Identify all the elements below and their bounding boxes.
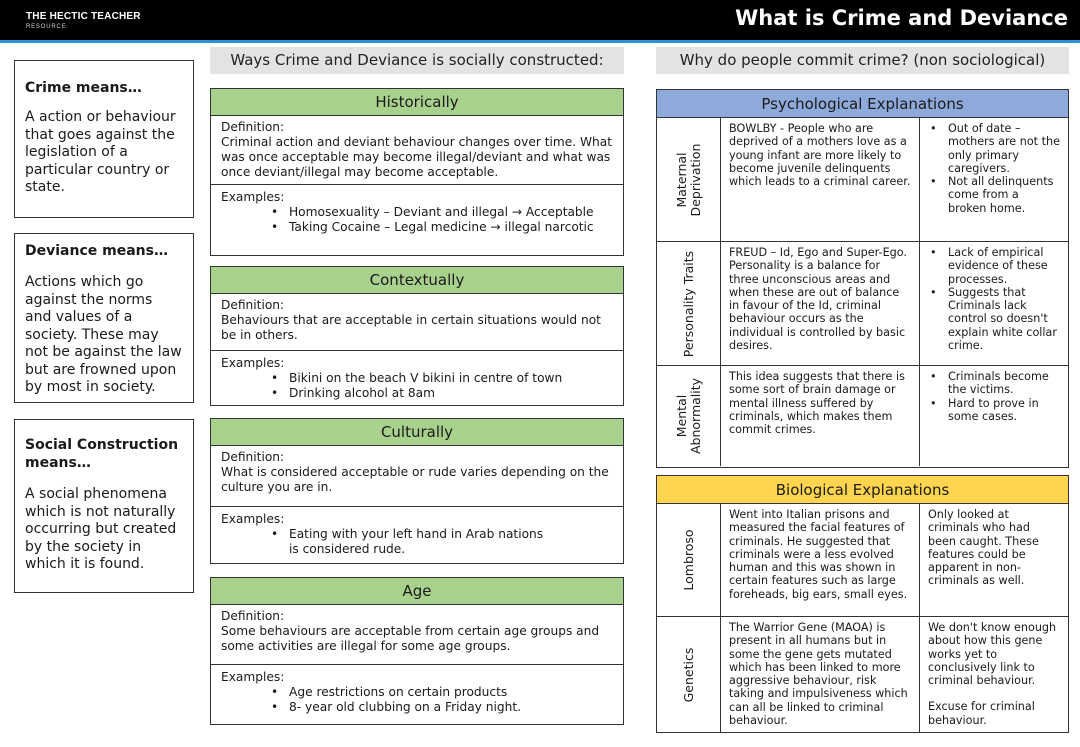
definition-label: Definition:	[221, 298, 285, 312]
page-title: What is Crime and Deviance	[735, 6, 1068, 30]
examples-label: Examples:	[221, 512, 285, 526]
biological-explanations-table	[656, 475, 1069, 733]
examples-label: Examples:	[221, 670, 285, 684]
evaluation-point: • Suggests that Criminals lack control so doesn't explain white collar crime.	[928, 286, 1060, 352]
row-label: Lombroso	[680, 529, 696, 591]
header-accent-line	[0, 40, 1080, 43]
evaluation-point: • Lack of empirical evidence of these processes.	[928, 246, 1060, 286]
section-title: Contextually	[211, 267, 623, 294]
social-construction-definition-box	[14, 419, 194, 593]
table-row	[657, 242, 1068, 366]
psychological-explanations-table	[656, 89, 1069, 468]
deviance-definition-box	[14, 233, 194, 403]
section-definition	[211, 116, 623, 185]
table-row	[657, 504, 1068, 617]
deviance-definition-title: Deviance means…	[25, 243, 168, 259]
definition-text: Some behaviours are acceptable from certain age groups and some activities are illegal for some age groups.	[221, 624, 600, 653]
section-culturally	[210, 418, 624, 564]
constructed-column-heading: Ways Crime and Deviance is socially constructed:	[210, 47, 624, 74]
why-column-heading: Why do people commit crime? (non sociological)	[656, 47, 1069, 74]
evaluation-point: We don't know enough about how this gene works yet to conclusively link to criminal behaviour.	[928, 621, 1057, 688]
table-row	[657, 366, 1068, 466]
example-item: • Homosexuality – Deviant and illegal → Acceptable	[271, 205, 613, 220]
evaluation-cell	[920, 366, 1068, 466]
section-historically	[210, 88, 624, 256]
definition-label: Definition:	[221, 120, 285, 134]
brand-subtitle: RESOURCE	[26, 24, 67, 30]
row-label-cell	[657, 366, 721, 466]
table-row	[657, 617, 1068, 732]
evaluation-cell	[920, 504, 1068, 616]
section-title: Historically	[211, 89, 623, 116]
row-label: Mental Abnormality	[673, 377, 703, 455]
row-label-cell	[657, 242, 721, 365]
explanation-text: BOWLBY - People who are deprived of a mothers love as a young infant are more likely to become juvenile delinquents which leads to a criminal career.	[721, 118, 920, 241]
definition-text: What is considered acceptable or rude varies depending on the culture you are in.	[221, 465, 609, 494]
evaluation-cell	[920, 617, 1068, 732]
definition-text: Behaviours that are acceptable in certain situations would not be in others.	[221, 313, 601, 342]
example-item: • Bikini on the beach V bikini in centre of town	[271, 371, 613, 386]
row-label-cell	[657, 617, 721, 732]
section-title: Age	[211, 578, 623, 605]
section-examples	[211, 665, 623, 720]
example-item: • Drinking alcohol at 8am	[271, 386, 613, 401]
example-item: • Age restrictions on certain products	[271, 685, 613, 700]
crime-definition-text: A action or behaviour that goes against the legislation of a particular country or state.	[25, 109, 176, 195]
explanation-text: The Warrior Gene (MAOA) is present in all humans but in some the gene gets mutated which has been linked to more aggressive behaviour, risk taking and impulsiveness which can all be linked to criminal behaviour.	[721, 617, 920, 732]
row-label-cell	[657, 504, 721, 616]
example-item: • Taking Cocaine – Legal medicine → illegal narcotic	[271, 220, 613, 235]
social-construction-definition-text: A social phenomena which is not naturally occurring but created by the society in which it is found.	[25, 486, 177, 572]
explanation-text: Went into Italian prisons and measured the facial features of criminals. He suggested that criminals were a less evolved human and this was shown in certain features such as large foreheads, big ears, small eyes.	[721, 504, 920, 616]
row-label: Personality Traits	[680, 250, 696, 357]
psychological-explanations-title: Psychological Explanations	[657, 90, 1068, 118]
crime-definition-title: Crime means…	[25, 80, 142, 96]
evaluation-point: Excuse for criminal behaviour.	[928, 700, 1035, 727]
row-label-cell	[657, 118, 721, 241]
header-bar	[0, 0, 1080, 40]
definition-text: Criminal action and deviant behaviour changes over time. What was once acceptable may become illegal/deviant and what was once deviant/illegal may become acceptable.	[221, 135, 613, 179]
section-definition	[211, 294, 623, 351]
evaluation-cell	[920, 242, 1068, 365]
example-item: • 8- year old clubbing on a Friday night.	[271, 700, 613, 715]
definition-label: Definition:	[221, 609, 285, 623]
evaluation-cell	[920, 118, 1068, 241]
section-examples	[211, 351, 623, 406]
row-label: Maternal Deprivation	[673, 143, 703, 216]
section-title: Culturally	[211, 419, 623, 446]
examples-label: Examples:	[221, 356, 285, 370]
evaluation-point: • Hard to prove in some cases.	[928, 397, 1060, 424]
section-examples	[211, 507, 623, 562]
section-examples	[211, 185, 623, 240]
examples-label: Examples:	[221, 190, 285, 204]
brand-logo	[26, 11, 141, 33]
explanation-text: This idea suggests that there is some sort of brain damage or mental illness suffered by criminals, which makes them commit crimes.	[721, 366, 920, 466]
explanation-text: FREUD – Id, Ego and Super-Ego. Personality is a balance for three unconscious areas and when these are out of balance in favour of the Id, criminal behaviour occurs as the individual is controlled by basic desires.	[721, 242, 920, 365]
evaluation-point: Only looked at criminals who had been caught. These features could be apparent in non-criminals as well.	[928, 508, 1039, 588]
section-definition	[211, 605, 623, 665]
brand-name: THE HECTIC TEACHER	[26, 11, 141, 22]
table-row	[657, 118, 1068, 242]
definition-label: Definition:	[221, 450, 285, 464]
deviance-definition-text: Actions which go against the norms and values of a society. These may not be against the law but are frowned upon by most in society.	[25, 274, 182, 395]
biological-explanations-title: Biological Explanations	[657, 476, 1068, 504]
section-contextually	[210, 266, 624, 406]
social-construction-definition-title: Social Construction means…	[25, 437, 179, 471]
evaluation-point: • Not all delinquents come from a broken home.	[928, 175, 1060, 215]
section-age	[210, 577, 624, 725]
evaluation-point: • Criminals become the victims.	[928, 370, 1060, 397]
row-label: Genetics	[680, 647, 696, 702]
section-definition	[211, 446, 623, 507]
crime-definition-box	[14, 60, 194, 218]
evaluation-point: • Out of date – mothers are not the only primary caregivers.	[928, 122, 1060, 175]
example-item: • Eating with your left hand in Arab nations is considered rude.	[271, 527, 613, 557]
